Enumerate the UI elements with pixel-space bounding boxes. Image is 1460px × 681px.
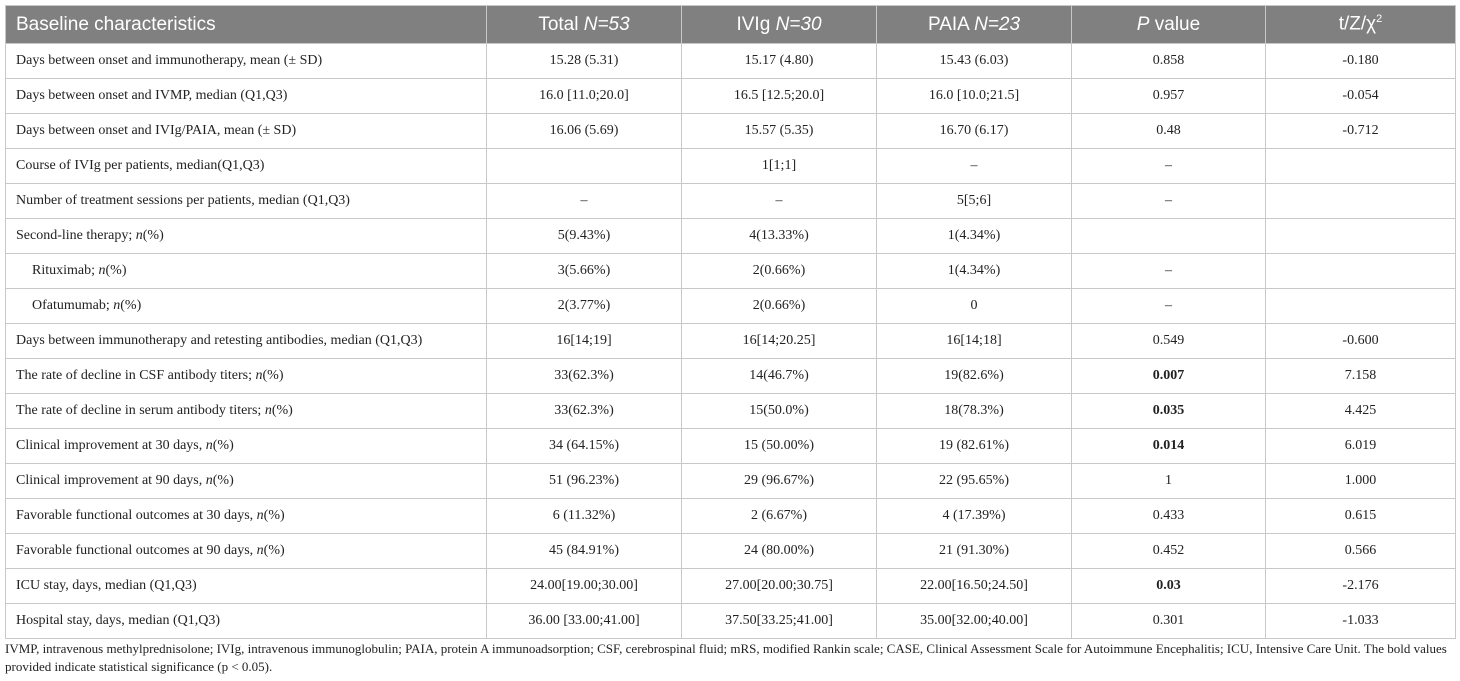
table-row xyxy=(6,569,1456,604)
cell-paia: 1(4.34%) xyxy=(877,254,1072,289)
cell-paia: 19(82.6%) xyxy=(877,359,1072,394)
row-label: The rate of decline in serum antibody titers; n(%) xyxy=(6,394,487,429)
cell-test-statistic: 7.158 xyxy=(1266,359,1456,394)
table-header-row xyxy=(6,6,1456,44)
cell-ivig: 29 (96.67%) xyxy=(682,464,877,499)
cell-ivig: 2 (6.67%) xyxy=(682,499,877,534)
cell-p-value: – xyxy=(1072,149,1266,184)
table-row xyxy=(6,254,1456,289)
cell-p-value: 0.549 xyxy=(1072,324,1266,359)
row-label: Clinical improvement at 30 days, n(%) xyxy=(6,429,487,464)
cell-paia: 22 (95.65%) xyxy=(877,464,1072,499)
table-row xyxy=(6,429,1456,464)
cell-p-value: 0.03 xyxy=(1072,569,1266,604)
cell-paia: 18(78.3%) xyxy=(877,394,1072,429)
cell-total: 24.00[19.00;30.00] xyxy=(487,569,682,604)
cell-paia: 5[5;6] xyxy=(877,184,1072,219)
cell-total: 15.28 (5.31) xyxy=(487,44,682,79)
row-label: Days between immunotherapy and retesting antibodies, median (Q1,Q3) xyxy=(6,324,487,359)
cell-paia: 19 (82.61%) xyxy=(877,429,1072,464)
cell-total: 51 (96.23%) xyxy=(487,464,682,499)
cell-test-statistic xyxy=(1266,219,1456,254)
cell-total: 2(3.77%) xyxy=(487,289,682,324)
cell-paia: 35.00[32.00;40.00] xyxy=(877,604,1072,639)
cell-ivig: 15.17 (4.80) xyxy=(682,44,877,79)
table-row xyxy=(6,219,1456,254)
cell-total: 33(62.3%) xyxy=(487,394,682,429)
cell-ivig: 16.5 [12.5;20.0] xyxy=(682,79,877,114)
cell-total: – xyxy=(487,184,682,219)
cell-ivig: – xyxy=(682,184,877,219)
cell-p-value: 0.433 xyxy=(1072,499,1266,534)
cell-ivig: 1[1;1] xyxy=(682,149,877,184)
cell-test-statistic xyxy=(1266,149,1456,184)
row-label: Hospital stay, days, median (Q1,Q3) xyxy=(6,604,487,639)
cell-total: 16.0 [11.0;20.0] xyxy=(487,79,682,114)
cell-total xyxy=(487,149,682,184)
cell-test-statistic: -0.180 xyxy=(1266,44,1456,79)
table-row xyxy=(6,44,1456,79)
cell-ivig: 2(0.66%) xyxy=(682,254,877,289)
table-row xyxy=(6,464,1456,499)
cell-paia: 22.00[16.50;24.50] xyxy=(877,569,1072,604)
cell-ivig: 2(0.66%) xyxy=(682,289,877,324)
cell-paia: 16[14;18] xyxy=(877,324,1072,359)
table-row xyxy=(6,499,1456,534)
cell-test-statistic xyxy=(1266,184,1456,219)
cell-paia: 0 xyxy=(877,289,1072,324)
cell-paia: 16.70 (6.17) xyxy=(877,114,1072,149)
table-row xyxy=(6,394,1456,429)
cell-total: 33(62.3%) xyxy=(487,359,682,394)
table-row xyxy=(6,604,1456,639)
cell-total: 36.00 [33.00;41.00] xyxy=(487,604,682,639)
cell-test-statistic: -0.600 xyxy=(1266,324,1456,359)
row-label: The rate of decline in CSF antibody titers; n(%) xyxy=(6,359,487,394)
cell-test-statistic: 0.615 xyxy=(1266,499,1456,534)
cell-p-value: 0.014 xyxy=(1072,429,1266,464)
cell-p-value: – xyxy=(1072,254,1266,289)
cell-p-value: 0.452 xyxy=(1072,534,1266,569)
table-row xyxy=(6,324,1456,359)
row-label: Days between onset and IVMP, median (Q1,Q3) xyxy=(6,79,487,114)
cell-p-value: 1 xyxy=(1072,464,1266,499)
cell-ivig: 37.50[33.25;41.00] xyxy=(682,604,877,639)
cell-p-value: – xyxy=(1072,184,1266,219)
row-label: Number of treatment sessions per patients, median (Q1,Q3) xyxy=(6,184,487,219)
cell-ivig: 15(50.0%) xyxy=(682,394,877,429)
cell-paia: 4 (17.39%) xyxy=(877,499,1072,534)
cell-paia: – xyxy=(877,149,1072,184)
header-p-value: P value xyxy=(1072,6,1266,44)
table-row xyxy=(6,79,1456,114)
cell-test-statistic: 4.425 xyxy=(1266,394,1456,429)
cell-test-statistic: -1.033 xyxy=(1266,604,1456,639)
cell-test-statistic: 1.000 xyxy=(1266,464,1456,499)
row-label: Favorable functional outcomes at 90 days, n(%) xyxy=(6,534,487,569)
cell-p-value xyxy=(1072,219,1266,254)
cell-p-value: 0.007 xyxy=(1072,359,1266,394)
cell-total: 16[14;19] xyxy=(487,324,682,359)
table-row xyxy=(6,184,1456,219)
cell-ivig: 4(13.33%) xyxy=(682,219,877,254)
cell-paia: 21 (91.30%) xyxy=(877,534,1072,569)
cell-total: 3(5.66%) xyxy=(487,254,682,289)
cell-total: 5(9.43%) xyxy=(487,219,682,254)
cell-test-statistic xyxy=(1266,289,1456,324)
cell-total: 6 (11.32%) xyxy=(487,499,682,534)
cell-paia: 16.0 [10.0;21.5] xyxy=(877,79,1072,114)
row-label: Clinical improvement at 90 days, n(%) xyxy=(6,464,487,499)
header-paia: PAIA N=23 xyxy=(877,6,1072,44)
characteristics-table xyxy=(5,5,1456,639)
row-label: Days between onset and IVIg/PAIA, mean (± SD) xyxy=(6,114,487,149)
row-label: Rituximab; n(%) xyxy=(6,254,487,289)
header-total: Total N=53 xyxy=(487,6,682,44)
table-row xyxy=(6,149,1456,184)
cell-test-statistic xyxy=(1266,254,1456,289)
table-row xyxy=(6,289,1456,324)
cell-p-value: 0.48 xyxy=(1072,114,1266,149)
cell-total: 34 (64.15%) xyxy=(487,429,682,464)
cell-test-statistic: -0.054 xyxy=(1266,79,1456,114)
row-label: Days between onset and immunotherapy, mean (± SD) xyxy=(6,44,487,79)
cell-total: 16.06 (5.69) xyxy=(487,114,682,149)
table-row xyxy=(6,534,1456,569)
cell-p-value: 0.957 xyxy=(1072,79,1266,114)
cell-p-value: 0.035 xyxy=(1072,394,1266,429)
row-label: Course of IVIg per patients, median(Q1,Q3) xyxy=(6,149,487,184)
cell-test-statistic: 6.019 xyxy=(1266,429,1456,464)
row-label: Favorable functional outcomes at 30 days, n(%) xyxy=(6,499,487,534)
header-baseline-characteristics: Baseline characteristics xyxy=(6,6,487,44)
row-label: Ofatumumab; n(%) xyxy=(6,289,487,324)
cell-p-value: 0.858 xyxy=(1072,44,1266,79)
table-row xyxy=(6,114,1456,149)
row-label: ICU stay, days, median (Q1,Q3) xyxy=(6,569,487,604)
cell-ivig: 14(46.7%) xyxy=(682,359,877,394)
table-row xyxy=(6,359,1456,394)
header-test-statistic: $t/Z/\chi^2$ xyxy=(1266,6,1456,44)
row-label: Second-line therapy; n(%) xyxy=(6,219,487,254)
cell-paia: 1(4.34%) xyxy=(877,219,1072,254)
table-footnote: IVMP, intravenous methylprednisolone; IVIg, intravenous immunoglobulin; PAIA, protein A immunoadsorption; CSF, cerebrospinal fluid; mRS, modified Rankin scale; CASE, Clinical Assessment Scale for Autoimmune Encephalitis; ICU, Intensive Care Unit. The bold values provided indicate statistical significance (p < 0.05). xyxy=(5,641,1447,674)
cell-test-statistic: -0.712 xyxy=(1266,114,1456,149)
cell-ivig: 24 (80.00%) xyxy=(682,534,877,569)
cell-paia: 15.43 (6.03) xyxy=(877,44,1072,79)
cell-ivig: 16[14;20.25] xyxy=(682,324,877,359)
cell-ivig: 27.00[20.00;30.75] xyxy=(682,569,877,604)
cell-p-value: 0.301 xyxy=(1072,604,1266,639)
cell-test-statistic: -2.176 xyxy=(1266,569,1456,604)
cell-p-value: – xyxy=(1072,289,1266,324)
header-ivig: IVIg N=30 xyxy=(682,6,877,44)
cell-total: 45 (84.91%) xyxy=(487,534,682,569)
cell-ivig: 15 (50.00%) xyxy=(682,429,877,464)
cell-test-statistic: 0.566 xyxy=(1266,534,1456,569)
cell-ivig: 15.57 (5.35) xyxy=(682,114,877,149)
